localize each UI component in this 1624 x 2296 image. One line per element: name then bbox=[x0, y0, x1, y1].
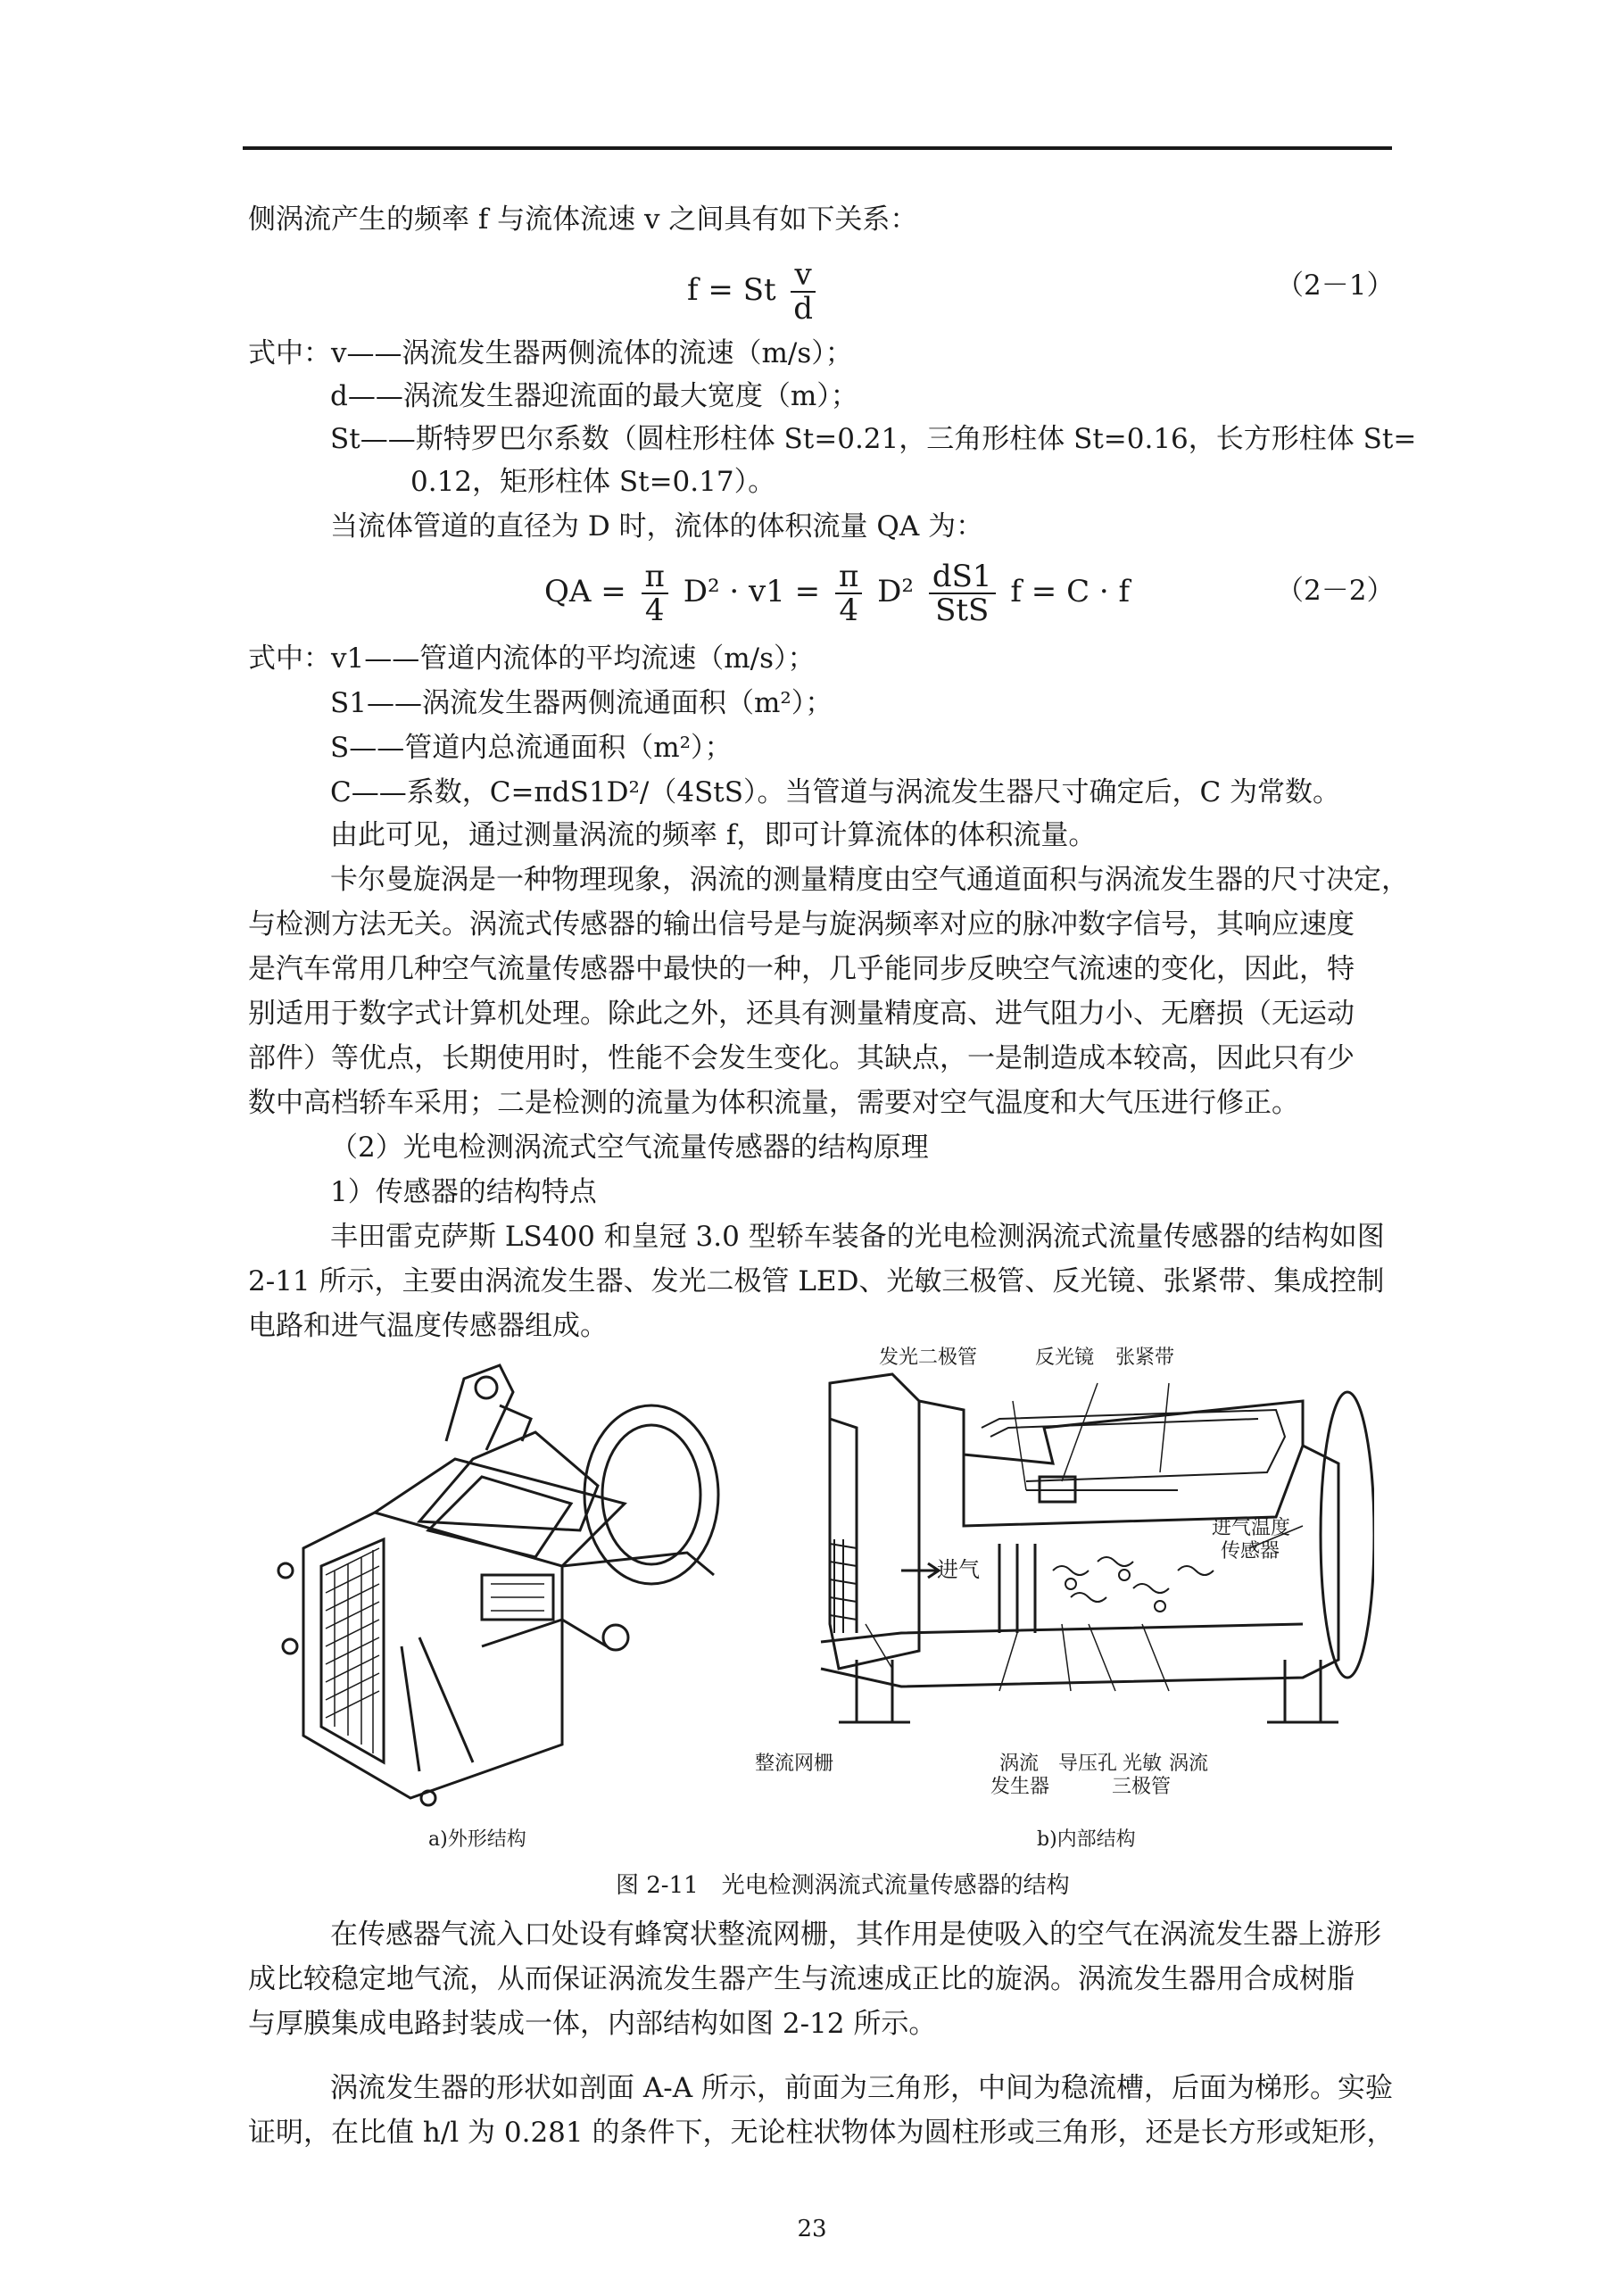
paragraph-line: 证明，在比值 h/l 为 0.281 的条件下，无论柱状物体为圆柱形或三角形，还是长方形或矩形， bbox=[248, 2117, 1395, 2149]
eq2-part-b: D² · v1 = bbox=[683, 574, 821, 609]
definition-line: 式中：v1——管道内流体的平均流速（m/s）； bbox=[248, 642, 816, 675]
caption-a: a)外形结构 bbox=[428, 1828, 526, 1851]
eq2-fraction-1 bbox=[642, 560, 668, 626]
paragraph-line: 部件）等优点，长期使用时，性能不会发生变化。其缺点，一是制造成本较高，因此只有少 bbox=[248, 1042, 1355, 1074]
equation-number-2: （2－2） bbox=[1276, 575, 1395, 607]
label-vortex-gen-1: 涡流 bbox=[999, 1753, 1040, 1775]
definition-line: St——斯特罗巴尔系数（圆柱形柱体 St=0.21，三角形柱体 St=0.16，长方形柱体 St= bbox=[330, 423, 1417, 455]
label-vortex: 涡流 bbox=[1169, 1753, 1209, 1775]
definition-line: d——涡流发生器迎流面的最大宽度（m）； bbox=[330, 380, 858, 412]
paragraph-line: 侧涡流产生的频率 f 与流体流速 v 之间具有如下关系： bbox=[248, 203, 918, 236]
eq2-pi-1: π bbox=[642, 560, 668, 594]
equation-number-1: （2－1） bbox=[1276, 269, 1395, 302]
paragraph-line: 卡尔曼旋涡是一种物理现象，涡流的测量精度由空气通道面积与涡流发生器的尺寸决定， bbox=[330, 864, 1409, 896]
sensor-internal-cross-section bbox=[803, 1365, 1374, 1758]
eq1-numerator: v bbox=[791, 259, 815, 293]
eq2-four-1: 4 bbox=[644, 593, 665, 628]
eq2-part-c: D² bbox=[877, 574, 915, 609]
equation-2-2 bbox=[544, 560, 1130, 626]
page-number: 23 bbox=[797, 2216, 827, 2242]
definition-line: S——管道内总流通面积（m²）； bbox=[330, 732, 733, 764]
eq1-denominator: d bbox=[793, 291, 813, 327]
paragraph-line: 是汽车常用几种空气流量传感器中最快的一种，几乎能同步反映空气流速的变化，因此，特 bbox=[248, 953, 1355, 985]
eq2-denominator: StS bbox=[935, 593, 990, 628]
subsection-heading: 1）传感器的结构特点 bbox=[330, 1176, 597, 1208]
eq2-part-a: QA = bbox=[544, 574, 626, 609]
label-tension-band: 张紧带 bbox=[1115, 1347, 1175, 1369]
label-phototransistor-2: 三极管 bbox=[1112, 1776, 1172, 1798]
eq2-fraction-3 bbox=[929, 560, 996, 626]
paragraph-line: 丰田雷克萨斯 LS400 和皇冠 3.0 型轿车装备的光电检测涡流式流量传感器的结构如图 bbox=[330, 1221, 1385, 1253]
definition-line: 式中：v——涡流发生器两侧流体的流速（m/s）； bbox=[248, 337, 853, 369]
label-intake-temp-2: 传感器 bbox=[1221, 1540, 1280, 1562]
label-mirror: 反光镜 bbox=[1035, 1347, 1095, 1369]
paragraph-line: 由此可见，通过测量涡流的频率 f，即可计算流体的体积流量。 bbox=[330, 819, 1097, 851]
eq2-part-d: f = C · f bbox=[1010, 574, 1131, 609]
paragraph-line: 与检测方法无关。涡流式传感器的输出信号是与旋涡频率对应的脉冲数字信号，其响应速度 bbox=[248, 908, 1355, 941]
label-pressure-hole: 导压孔 bbox=[1058, 1753, 1118, 1775]
label-intake: 进气 bbox=[937, 1557, 980, 1582]
paragraph-line: 别适用于数字式计算机处理。除此之外，还具有测量精度高、进气阻力小、无磨损（无运动 bbox=[248, 998, 1355, 1030]
eq2-fraction-2 bbox=[835, 560, 862, 626]
equation-2-1 bbox=[687, 259, 821, 325]
paragraph-line: 数中高档轿车采用；二是检测的流量为体积流量，需要对空气温度和大气压进行修正。 bbox=[248, 1087, 1299, 1119]
label-intake-temp-1: 进气温度 bbox=[1212, 1517, 1291, 1539]
paragraph-line: 2-11 所示，主要由涡流发生器、发光二极管 LED、光敏三极管、反光镜、张紧带、集成控制 bbox=[248, 1265, 1385, 1297]
eq2-pi-2: π bbox=[835, 560, 862, 594]
eq1-lhs: f = St bbox=[687, 272, 776, 308]
definition-line: S1——涡流发生器两侧流通面积（m²）； bbox=[330, 687, 833, 719]
header-rule bbox=[243, 146, 1392, 150]
section-heading: （2）光电检测涡流式空气流量传感器的结构原理 bbox=[330, 1131, 929, 1164]
label-led: 发光二极管 bbox=[879, 1347, 978, 1369]
figure-title: 图 2-11 光电检测涡流式流量传感器的结构 bbox=[616, 1872, 1070, 1899]
label-vortex-gen-2: 发生器 bbox=[990, 1776, 1050, 1798]
label-phototransistor-1: 光敏 bbox=[1123, 1753, 1163, 1775]
paragraph-line: 涡流发生器的形状如剖面 A-A 所示，前面为三角形，中间为稳流槽，后面为梯形。实验 bbox=[330, 2072, 1393, 2104]
definition-line: 0.12，矩形柱体 St=0.17）。 bbox=[410, 466, 776, 498]
paragraph-line: 当流体管道的直径为 D 时，流体的体积流量 QA 为： bbox=[330, 510, 984, 543]
paragraph-line: 在传感器气流入口处设有蜂窝状整流网栅，其作用是使吸入的空气在涡流发生器上游形 bbox=[330, 1919, 1381, 1951]
eq2-numerator: dS1 bbox=[929, 560, 996, 594]
paragraph-line: 与厚膜集成电路封装成一体，内部结构如图 2-12 所示。 bbox=[248, 2008, 937, 2040]
eq1-fraction bbox=[791, 259, 815, 325]
eq2-four-2: 4 bbox=[839, 593, 858, 628]
definition-line: C——系数，C=πdS1D²/（4StS）。当管道与涡流发生器尺寸确定后，C 为常数。 bbox=[330, 776, 1341, 808]
label-flow-grid: 整流网栅 bbox=[755, 1753, 834, 1775]
paragraph-line: 电路和进气温度传感器组成。 bbox=[248, 1310, 608, 1342]
caption-b: b)内部结构 bbox=[1037, 1828, 1136, 1851]
sensor-exterior-illustration bbox=[268, 1352, 767, 1816]
paragraph-line: 成比较稳定地气流，从而保证涡流发生器产生与流速成正比的旋涡。涡流发生器用合成树脂 bbox=[248, 1963, 1355, 1995]
